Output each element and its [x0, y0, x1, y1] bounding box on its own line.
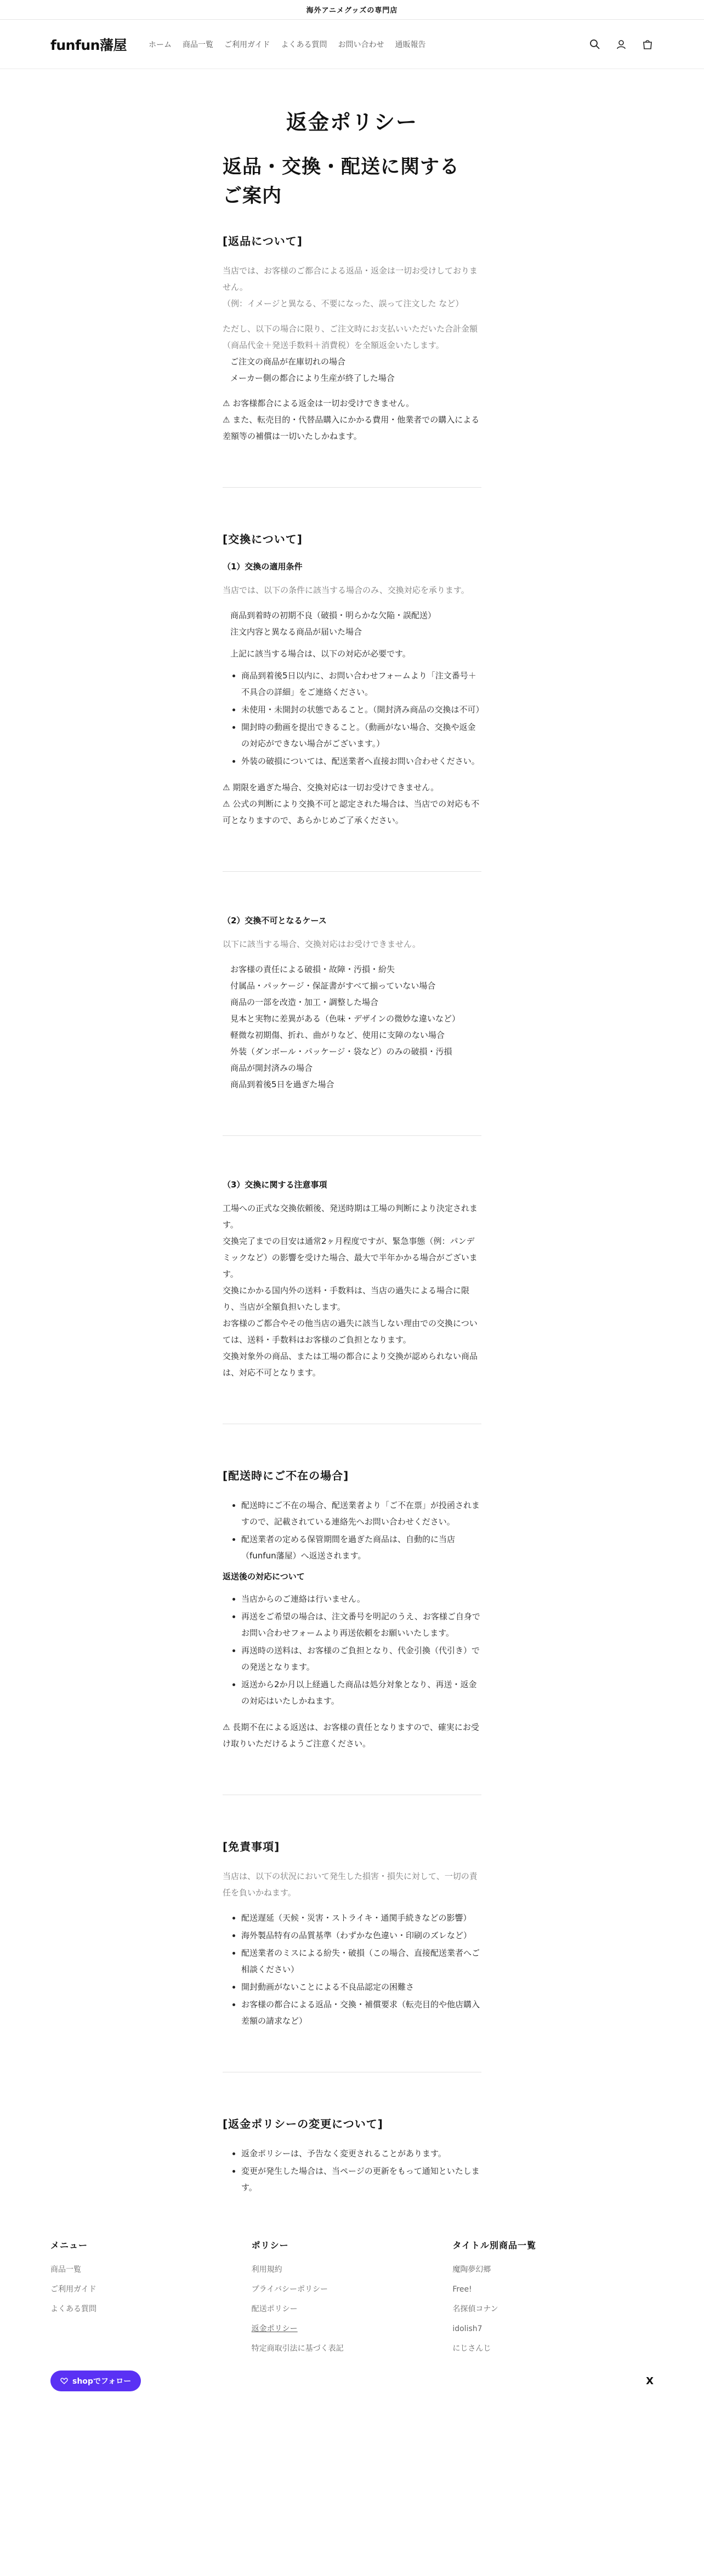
delivery-note: ⚠ 長期不在による返送は、お客様の責任となりますので、確実にお受け取りいただけるようご注意ください。: [223, 1722, 479, 1749]
exchange-ng-item: お客様の責任による破損・故障・汚損・紛失: [230, 964, 395, 974]
footer-menu-title: メニュー: [50, 2240, 88, 2251]
exchange-ng-item: 見本と実物に差異がある（色味・デザインの微妙な違いなど）: [230, 1014, 460, 1024]
footer-link[interactable]: idolish7: [452, 2324, 482, 2333]
returns-note2: ⚠ また、転売目的・代替品購入にかかる費用・他業者での購入による差額等の補償は一切いたしかねます。: [223, 415, 480, 441]
returns-p1: 当店では、お客様のご都合による返品・返金は一切お受けしておりません。: [223, 266, 478, 292]
footer-titles-title: タイトル別商品一覧: [452, 2240, 537, 2251]
exchange-intro: 当店では、以下の条件に該当する場合のみ、交換対応を承ります。: [223, 585, 469, 595]
returns-item: ご注文の商品が在庫切れの場合: [230, 357, 346, 367]
exchange-note3: 工場への正式な交換依頼後、発送時期は工場の判断により決定されます。: [223, 1203, 478, 1230]
exchange-note3: 交換にかかる国内外の送料・手数料は、当店の過失による場合に限り、当店が全額負担いたします。: [223, 1286, 470, 1312]
exchange-sub3: （3）交換に関する注意事項: [223, 1180, 327, 1190]
exchange-sub2: （2）交換不可となるケース: [223, 916, 327, 926]
footer-link-active[interactable]: 返金ポリシー: [251, 2324, 298, 2333]
divider: [223, 487, 481, 488]
exchange-sub1: （1）交換の適用条件: [223, 562, 303, 572]
delivery-sub: 返送後の対応について: [223, 1572, 305, 1581]
exchange-ng-item: 軽微な初期傷、折れ、曲がりなど、使用に支障のない場合: [230, 1030, 445, 1040]
divider: [223, 1135, 481, 1136]
returns-item: メーカー側の都合により生産が終了した場合: [230, 373, 395, 383]
footer-policy-column: [252, 2238, 453, 2358]
exchange-ng-item: 商品の一部を改造・加工・調整した場合: [230, 997, 379, 1007]
policy-content: [223, 69, 484, 2196]
returns-note1: ⚠ お客様都合による返金は一切お受けできません。: [223, 398, 415, 408]
footer-link[interactable]: Free!: [452, 2285, 472, 2294]
changes-item: • 変更が発生した場合は、当ページの更新をもって通知といたします。: [241, 2163, 481, 2196]
returns-p2: （例：イメージと異なる、不要になった、誤って注文した など）: [223, 299, 464, 309]
site-logo[interactable]: funfun藩屋: [50, 37, 127, 53]
exchange-note3: 交換完了までの目安は通常2ヶ月程度ですが、緊急事態（例：パンデミックなど）の影響を受けた場合、最大で半年かかる場合がございます。: [223, 1236, 478, 1279]
exchange-note1: ⚠ 期限を過ぎた場合、交換対応は一切お受けできません。: [223, 782, 439, 792]
changes-item: • 返金ポリシーは、予告なく変更されることがあります。: [241, 2145, 481, 2162]
footer-policy-title: ポリシー: [251, 2240, 289, 2251]
nav-report[interactable]: 通販報告: [395, 40, 426, 49]
exchange-cond: 注文内容と異なる商品が届いた場合: [230, 627, 362, 637]
intro-title-line2: ご案内: [223, 185, 282, 207]
exchange-note3: お客様のご都合やその他当店の過失に該当しない理由での交換については、送料・手数料はお客様のご負担となります。: [223, 1318, 478, 1345]
delivery-item: • 配送時にご不在の場合、配送業者より「ご不在票」が投函されますので、記載されている連絡先へお問い合わせください。: [241, 1497, 481, 1530]
search-icon[interactable]: [589, 38, 601, 50]
exchange-ng-item: 商品到着後5日を過ぎた場合: [230, 1079, 334, 1089]
footer-link[interactable]: 配送ポリシー: [251, 2305, 298, 2314]
footer-link[interactable]: よくある質問: [50, 2305, 96, 2314]
footer-link[interactable]: ご利用ガイド: [50, 2285, 96, 2294]
disclaimer-item: • 海外製品特有の品質基準（わずかな色違い・印刷のズレなど）: [241, 1927, 481, 1944]
disclaimer-item: • お客様の都合による返品・交換・補償要求（転売目的や他店購入差額の請求など）: [241, 1996, 481, 2029]
footer-link[interactable]: 魔陶夢幻郷: [452, 2265, 491, 2274]
footer-titles-column: [452, 2238, 654, 2358]
disclaimer-heading: [免責事項]: [223, 1840, 280, 1853]
exchange-req: • 商品到着後5日以内に、お問い合わせフォームより「注文番号＋不具合の詳細」をご連絡ください。: [241, 667, 481, 700]
delivery-item2: • 返送から2か月以上経過した商品は処分対象となり、再送・返金の対応はいたしかねます。: [241, 1676, 481, 1709]
footer-link[interactable]: 特定商取引法に基づく表記: [251, 2344, 344, 2353]
heart-icon: [60, 2377, 68, 2385]
changes-heading: [返金ポリシーの変更について]: [223, 2117, 383, 2131]
delivery-item2: • 再送をご希望の場合は、注文番号を明記のうえ、お客様ご自身でお問い合わせフォームより再送依頼をお願いいたします。: [241, 1608, 481, 1641]
footer-link[interactable]: 利用規約: [251, 2265, 282, 2274]
divider: [223, 871, 481, 872]
delivery-item2: • 当店からのご連絡は行いません。: [241, 1591, 481, 1607]
main-nav: [149, 39, 589, 50]
nav-contact[interactable]: お問い合わせ: [338, 40, 384, 49]
page-title: 返金ポリシー: [286, 110, 418, 134]
exchange-heading: [交換について]: [223, 533, 303, 546]
disclaimer-item: • 開封動画がないことによる不良品認定の困難さ: [241, 1979, 481, 1995]
disclaimer-intro: 当店は、以下の状況において発生した損害・損失に対して、一切の責任を負いかねます。: [223, 1871, 478, 1898]
footer-link[interactable]: 名探偵コナン: [452, 2305, 498, 2314]
intro-title-line1: 返品・交換・配送に関する: [223, 156, 460, 178]
exchange-req-intro: 上記に該当する場合は、以下の対応が必要です。: [230, 649, 411, 659]
intro-title: [223, 153, 481, 210]
footer-link[interactable]: 商品一覧: [50, 2265, 81, 2274]
exchange-ng-item: 付属品・パッケージ・保証書がすべて揃っていない場合: [230, 981, 436, 991]
disclaimer-item: • 配送業者のミスによる紛失・破損（この場合、直接配送業者へご相談ください）: [241, 1945, 481, 1978]
nav-faq[interactable]: よくある質問: [281, 40, 327, 49]
announcement-text: 海外アニメグッズの専門店: [306, 7, 398, 15]
site-footer: [50, 2238, 654, 2391]
exchange-ng-intro: 以下に該当する場合、交換対応はお受けできません。: [223, 939, 421, 949]
exchange-req: • 開封時の動画を提出できること。（動画がない場合、交換や返金の対応ができない場合がございます。）: [241, 719, 481, 752]
footer-link[interactable]: にじさんじ: [452, 2344, 491, 2353]
exchange-ng-item: 外装（ダンボール・パッケージ・袋など）のみの破損・汚損: [230, 1047, 452, 1056]
returns-p3: ただし、以下の場合に限り、ご注文時にお支払いいただいた合計金額（商品代金＋発送手数料＋消費税）を全額返金いたします。: [223, 324, 478, 350]
exchange-note2: ⚠ 公式の判断により交換不可と認定された場合は、当店での対応も不可となりますので、あらかじめご了承ください。: [223, 799, 480, 825]
account-icon[interactable]: [615, 38, 627, 50]
exchange-req: • 外装の破損については、配送業者へ直接お問い合わせください。: [241, 753, 481, 769]
shop-follow-label: shopでフォロー: [72, 2377, 132, 2386]
returns-heading: [返品について]: [223, 235, 303, 248]
delivery-item2: • 再送時の送料は、お客様のご負担となり、代金引換（代引き）での発送となります。: [241, 1642, 481, 1675]
delivery-item: • 配送業者の定める保管期間を過ぎた商品は、自動的に当店（funfun藩屋）へ返送されます。: [241, 1531, 481, 1564]
nav-guide[interactable]: ご利用ガイド: [224, 40, 270, 49]
nav-products[interactable]: 商品一覧: [182, 40, 213, 49]
delivery-heading: [配送時にご不在の場合]: [223, 1469, 349, 1482]
exchange-cond: 商品到着時の初期不良（破損・明らかな欠陥・誤配送）: [230, 610, 436, 620]
nav-home[interactable]: ホーム: [148, 40, 172, 49]
x-icon[interactable]: X: [646, 2375, 654, 2387]
exchange-req: • 未使用・未開封の状態であること。（開封済み商品の交換は不可）: [241, 701, 481, 718]
cart-icon[interactable]: [641, 38, 654, 50]
announcement-bar: [0, 0, 704, 20]
footer-link[interactable]: プライバシーポリシー: [251, 2285, 328, 2294]
footer-menu-column: [50, 2238, 252, 2358]
disclaimer-item: • 配送遅延（天候・災害・ストライキ・通関手続きなどの影響）: [241, 1910, 481, 1926]
site-header: [0, 20, 704, 69]
shop-follow-button[interactable]: [50, 2371, 141, 2391]
exchange-note3: 交換対象外の商品、または工場の都合により交換が認められない商品は、対応不可となります。: [223, 1351, 478, 1378]
exchange-ng-item: 商品が開封済みの場合: [230, 1063, 313, 1073]
